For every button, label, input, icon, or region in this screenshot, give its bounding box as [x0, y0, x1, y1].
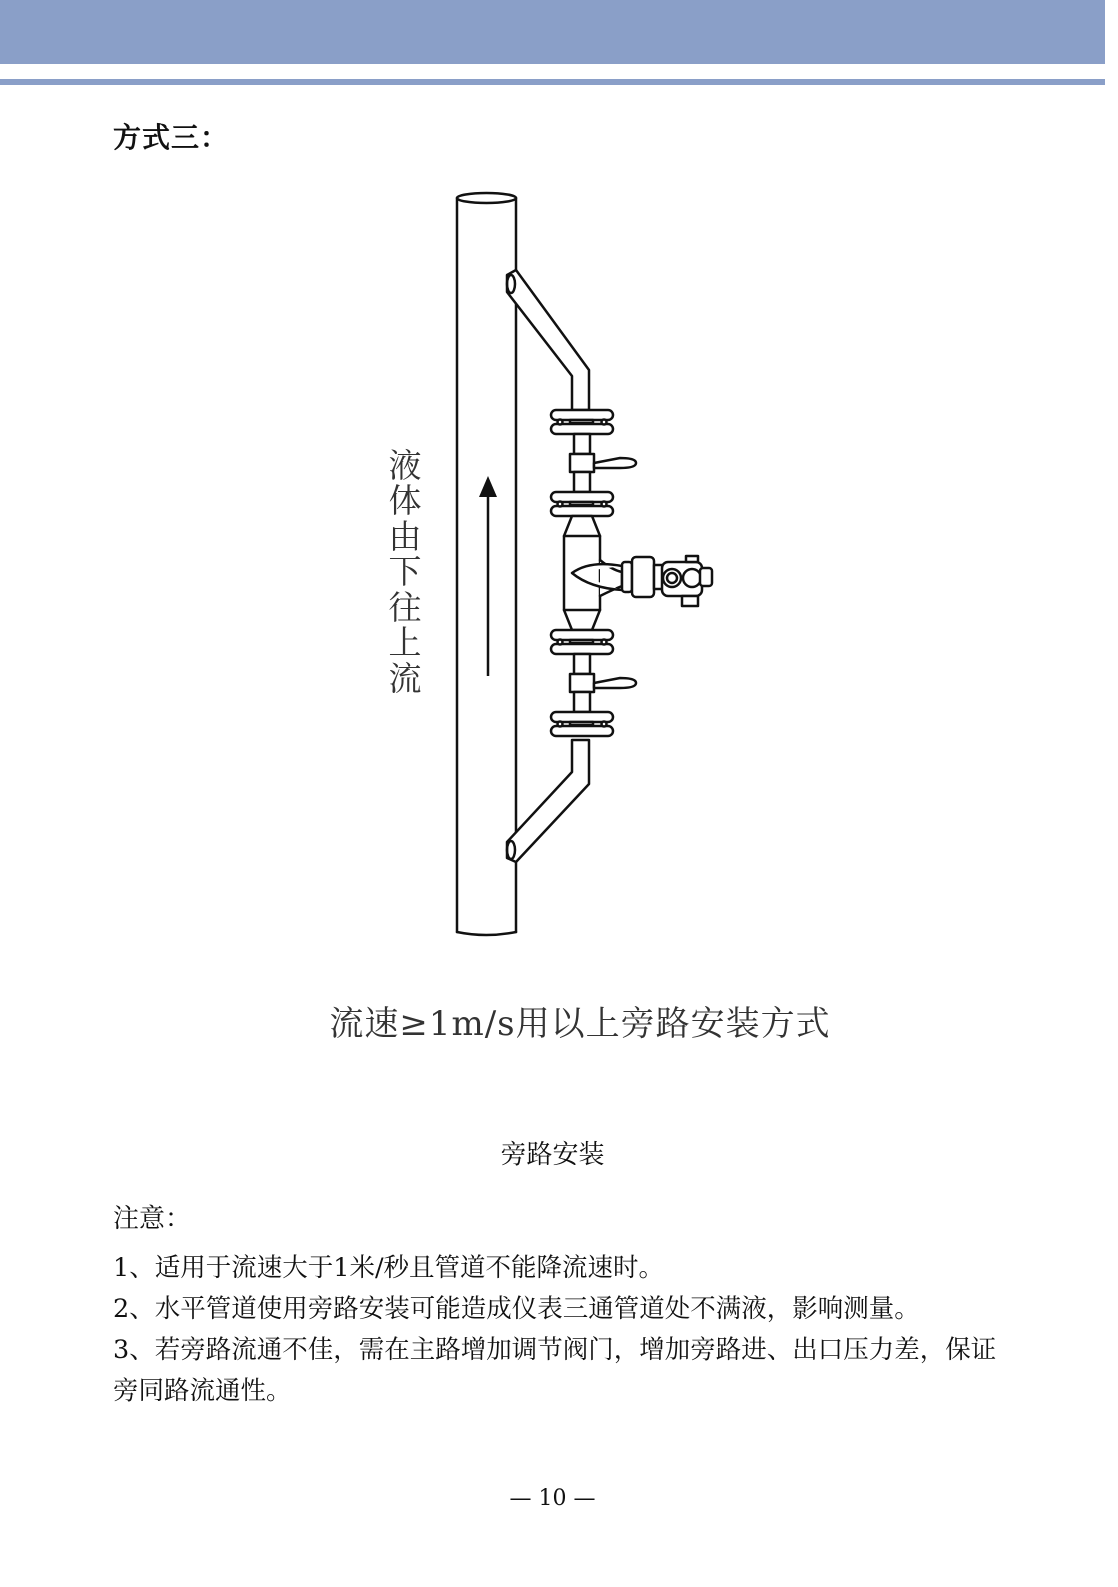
flange-1 [551, 410, 613, 434]
main-pipe [457, 193, 516, 935]
vertical-label-char: 体 [388, 481, 422, 520]
flange-2 [551, 492, 613, 516]
note-heading: 注意： [113, 1204, 192, 1234]
section-title: 方式三： [113, 121, 230, 154]
upper-bypass-branch [507, 270, 589, 410]
vertical-label-char: 由 [388, 517, 422, 556]
ball-valve-upper [570, 434, 636, 492]
flange-3 [551, 630, 613, 654]
flowmeter-body [564, 516, 622, 630]
transmitter-head [622, 556, 712, 606]
vertical-label-char: 上 [388, 623, 422, 662]
flange-4 [551, 712, 613, 736]
flow-direction-label [389, 446, 422, 698]
note-item: 2、水平管道使用旁路安装可能造成仪表三通管道处不满液，影响测量。 [113, 1294, 920, 1324]
note-item: 1、适用于流速大于1米/秒且管道不能降流速时。 [113, 1253, 665, 1283]
ball-valve-lower [570, 654, 636, 712]
vertical-label-char: 流 [388, 659, 422, 698]
vertical-label-char: 液 [388, 446, 422, 485]
notes-list [113, 1248, 1013, 1412]
vertical-label-char: 下 [388, 552, 422, 591]
lower-bypass-branch [507, 740, 589, 862]
vertical-label-char: 往 [388, 588, 422, 627]
page-number: — 10 — [509, 1486, 596, 1511]
figure-caption: 流速≥1m/s用以上旁路安装方式 [329, 1004, 831, 1044]
figure-title: 旁路安装 [500, 1140, 605, 1170]
note-item: 3、若旁路流通不佳，需在主路增加调节阀门，增加旁路进、出口压力差，保证旁同路流通性。 [113, 1335, 997, 1406]
flow-arrow-icon [479, 476, 497, 676]
